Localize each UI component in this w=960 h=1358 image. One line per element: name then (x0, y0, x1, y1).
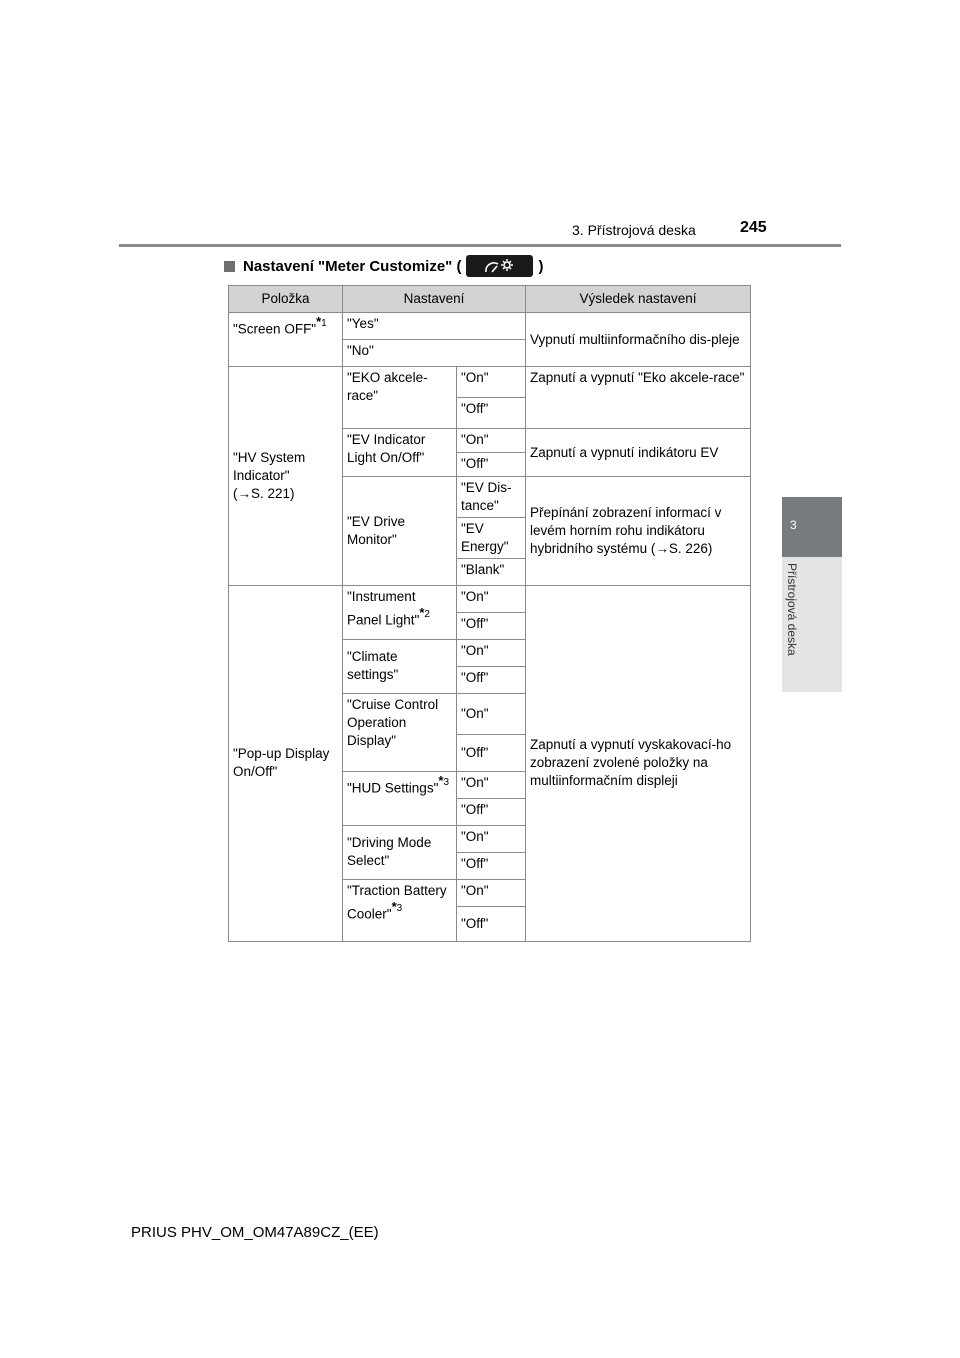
item-label: "HV System Indicator" (233, 449, 306, 483)
header-item: Položka (229, 286, 343, 313)
table-row (229, 367, 751, 398)
subitem-hud (343, 771, 457, 825)
subitem-eko: "EKO akcele-race" (343, 367, 457, 429)
footnote-number: 2 (424, 608, 430, 620)
option-cell: "EV Energy" (457, 517, 526, 558)
result-cell: Vypnutí multiinformačního dis-pleje (526, 313, 751, 367)
header-setting: Nastavení (343, 286, 526, 313)
subitem-cruise: "Cruise Control Operation Display" (343, 693, 457, 771)
chapter-tab-number: 3 (790, 518, 797, 532)
subitem-label: "Instrument Panel Light" (347, 588, 420, 628)
footnote-marker: *1 (316, 314, 327, 329)
option-cell: "On" (457, 585, 526, 612)
option-cell: "Yes" (343, 313, 526, 340)
subitem-label: "Traction Battery Cooler" (347, 882, 447, 922)
option-cell: "On" (457, 825, 526, 852)
header-result: Výsledek nastavení (526, 286, 751, 313)
result-cell: Přepínání zobrazení informací v levém horním rohu indikátoru hybridního systému (→S. 226) (526, 477, 751, 586)
meter-customize-icon (466, 255, 533, 277)
footer-doc-id: PRIUS PHV_OM_OM47A89CZ_(EE) (131, 1224, 379, 1241)
footnote-number: 3 (396, 902, 403, 914)
option-cell: "Off" (457, 453, 526, 477)
option-cell: "Off" (457, 852, 526, 879)
option-cell: "On" (457, 879, 526, 906)
section-title-close: ) (538, 257, 544, 275)
option-cell: "No" (343, 340, 526, 367)
option-cell: "Off" (457, 906, 526, 941)
header-divider (119, 244, 841, 247)
subitem-drive-mode: "Driving Mode Select" (343, 825, 457, 879)
option-cell: "EV Dis-tance" (457, 477, 526, 518)
item-popup-display: "Pop-up Display On/Off" (229, 585, 343, 941)
table-header-row (229, 286, 751, 313)
item-hv-system (229, 367, 343, 586)
item-label: "Screen OFF" (233, 321, 317, 337)
table-row (229, 313, 751, 340)
result-cell: Zapnutí a vypnutí vyskakovací-ho zobrazení zvolené položky na multiinformačním displeji (526, 585, 751, 941)
footnote-number: 1 (321, 318, 327, 329)
section-bullet (224, 261, 235, 272)
option-cell: "On" (457, 367, 526, 398)
footnote-marker: *2 (419, 604, 430, 620)
option-cell: "On" (457, 639, 526, 666)
result-cell: Zapnutí a vypnutí indikátoru EV (526, 429, 751, 477)
chapter-tab-label: Přístrojová deska (785, 563, 799, 656)
item-screen-off (229, 313, 343, 367)
table-row (229, 585, 751, 612)
subitem-ev-light: "EV Indicator Light On/Off" (343, 429, 457, 477)
footnote-number: 3 (443, 776, 449, 788)
section-title-text: Nastavení "Meter Customize" ( (243, 257, 462, 275)
option-cell: "Off" (457, 666, 526, 693)
subitem-label: "HUD Settings" (347, 780, 439, 796)
settings-table (228, 285, 751, 942)
subitem-traction (343, 879, 457, 941)
option-cell: "On" (457, 693, 526, 734)
subitem-instrument (343, 585, 457, 639)
footnote-marker: *3 (438, 772, 449, 788)
result-cell: Zapnutí a vypnutí "Eko akcele-race" (526, 367, 751, 429)
option-cell: "On" (457, 429, 526, 453)
section-title (224, 255, 543, 277)
header-section-title: 3. Přístrojová deska (572, 222, 696, 238)
option-cell: "Off" (457, 398, 526, 429)
option-cell: "Off" (457, 612, 526, 639)
subitem-ev-monitor: "EV Drive Monitor" (343, 477, 457, 586)
page-reference: (→S. 221) (233, 485, 295, 501)
option-cell: "On" (457, 771, 526, 798)
option-cell: "Blank" (457, 558, 526, 585)
subitem-climate: "Climate settings" (343, 639, 457, 693)
option-cell: "Off" (457, 798, 526, 825)
footnote-marker: *3 (391, 898, 403, 914)
option-cell: "Off" (457, 734, 526, 771)
page-number: 245 (740, 219, 767, 236)
